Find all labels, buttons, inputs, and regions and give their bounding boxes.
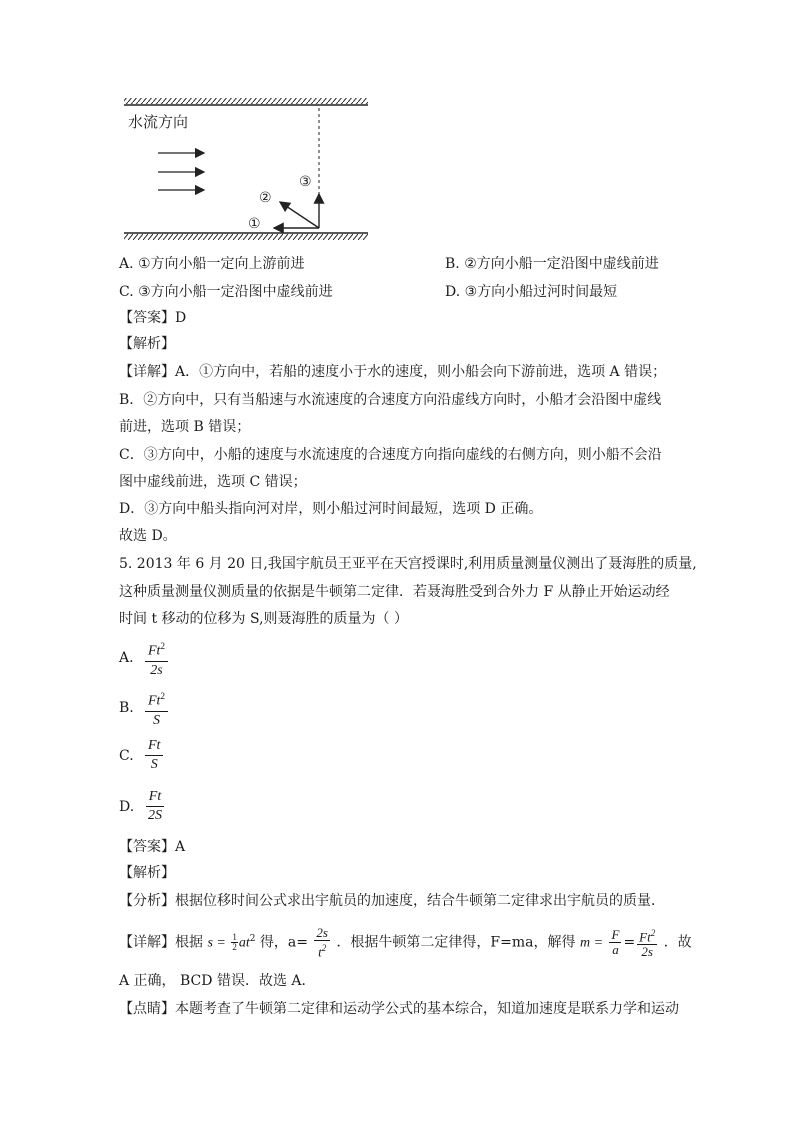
fraction-denominator: 2s <box>150 662 163 678</box>
q4-option-d: D. ③方向小船过河时间最短 <box>445 284 618 300</box>
q4-detail-line: 故选 D。 <box>119 528 177 544</box>
q5-answer: 【答案】A <box>119 839 186 855</box>
q5-choice-c <box>119 738 163 773</box>
q5-conclusion: A 正确， BCD 错误．故选 A． <box>119 973 316 989</box>
q4-detail-line: D．③方向中船头指向河对岸，则小船过河时间最短，选项 D 正确。 <box>119 501 543 517</box>
mass-fraction-2 <box>637 926 657 959</box>
equals-sign: = <box>623 934 636 951</box>
q5-detail-formula-line <box>119 924 692 959</box>
fraction-numerator: Ft <box>639 929 651 945</box>
detail-text: 得，a= <box>259 934 308 951</box>
formula-at: at <box>238 935 250 951</box>
detail-prefix: 【详解】根据 <box>119 934 203 951</box>
q4-detail-line: 图中虚线前进，选项 C 错误； <box>119 474 307 490</box>
fraction-denominator: 2S <box>148 808 162 823</box>
q5-analysis-title: 【解析】 <box>119 865 175 881</box>
fraction-numerator: F <box>611 927 620 943</box>
exponent: 2 <box>160 691 165 701</box>
half-fraction <box>231 933 238 952</box>
choice-label: B. <box>119 700 134 717</box>
top-bank <box>124 98 368 105</box>
q5-stem-line: 这种质量测量仪测质量的依据是牛顿第二定律．若聂海胜受到合外力 F 从静止开始运动经 <box>119 584 670 600</box>
q4-option-a: A. ①方向小船一定向上游前进 <box>119 256 305 272</box>
fraction-numerator: 1 <box>232 932 237 943</box>
marker-1: ① <box>248 216 261 232</box>
mass-fraction-1 <box>609 928 621 957</box>
q4-option-b: B. ②方向小船一定沿图中虚线前进 <box>445 256 659 272</box>
detail-text: ．故 <box>663 934 692 951</box>
choice-fraction <box>145 738 163 773</box>
q4-option-c: C. ③方向小船一定沿图中虚线前进 <box>119 284 333 300</box>
bottom-bank <box>124 233 368 240</box>
q5-stem-line: 5. 2013 年 6 月 20 日,我国宇航员王亚平在天宫授课时,利用质量测量仪测出了聂海胜的质量, <box>119 556 697 572</box>
q5-choice-a <box>119 638 168 679</box>
direction-2-arrow <box>280 202 319 228</box>
choice-label: D. <box>119 798 135 815</box>
q4-analysis-title: 【解析】 <box>119 336 175 352</box>
fraction-numerator: Ft <box>148 789 162 804</box>
river-diagram <box>118 96 374 244</box>
fraction-denominator: a <box>612 942 619 958</box>
choice-label: A. <box>119 650 134 667</box>
fraction-numerator: Ft <box>148 738 161 753</box>
marker-3: ③ <box>299 174 312 190</box>
fraction-denominator: 2 <box>232 942 237 953</box>
choice-fraction <box>145 789 165 824</box>
formula-s: s = <box>207 935 226 951</box>
q4-detail-line: B．②方向中，只有当船速与水流速度的合速度方向沿虚线方向时，小船才会沿图中虚线 <box>119 392 662 408</box>
q5-comment: 【点睛】本题考查了牛顿第二定律和运动学公式的基本综合，知道加速度是联系力学和运动 <box>119 1001 679 1017</box>
fraction-numerator: 2s <box>316 925 328 940</box>
q4-detail-line: C．③方向中，小船的速度与水流速度的合速度方向指向虚线的右侧方向，则小船不会沿 <box>119 447 662 463</box>
formula-m: m = <box>579 935 604 951</box>
marker-2: ② <box>259 190 272 206</box>
fraction-numerator: Ft <box>148 643 161 659</box>
q4-detail-line: 前进，选项 B 错误； <box>119 419 251 435</box>
acceleration-fraction <box>314 926 330 959</box>
exponent: 2 <box>650 928 656 938</box>
exponent: 2 <box>321 943 327 953</box>
q4-answer: 【答案】D <box>119 310 187 326</box>
fraction-numerator: Ft <box>148 693 161 709</box>
fraction-denominator: t <box>318 944 322 960</box>
fraction-denominator: S <box>152 712 160 728</box>
choice-fraction <box>145 688 168 729</box>
choice-fraction <box>145 638 168 679</box>
q4-detail-line: 【详解】A．①方向中，若船的速度小于水的速度，则小船会向下游前进，选项 A 错误； <box>119 364 667 380</box>
detail-text: ．根据牛顿第二定律得，F=ma，解得 <box>336 934 576 951</box>
q5-analysis: 【分析】根据位移时间公式求出宇航员的加速度，结合牛顿第二定律求出宇航员的质量． <box>119 893 665 909</box>
exponent: 2 <box>249 934 256 944</box>
q5-choice-b <box>119 688 168 729</box>
flow-direction-label: 水流方向 <box>128 113 189 131</box>
q5-stem-line: 时间 t 移动的位移为 S,则聂海胜的质量为（ ） <box>119 611 408 627</box>
fraction-denominator: 2s <box>641 944 653 960</box>
fraction-denominator: S <box>150 757 158 772</box>
exponent: 2 <box>160 641 165 651</box>
choice-label: C. <box>119 747 134 764</box>
q5-choice-d <box>119 789 165 824</box>
